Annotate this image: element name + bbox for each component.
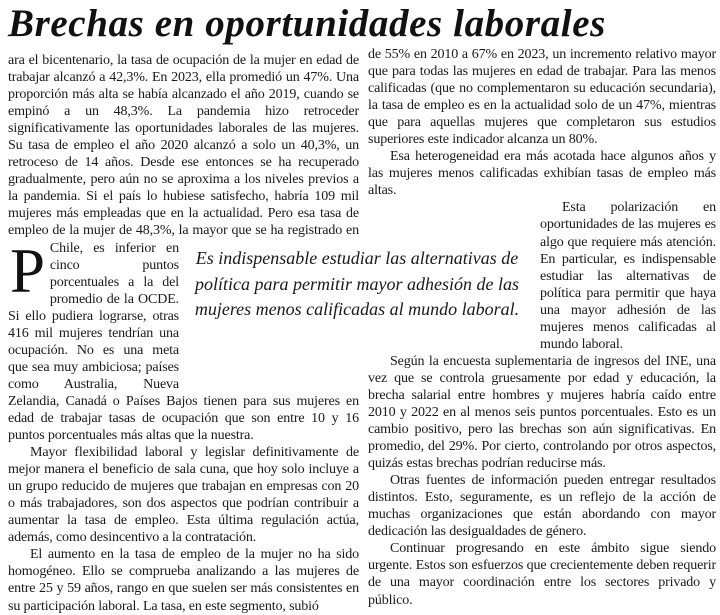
article-paragraph: Mayor flexibilidad laboral y legislar definitivamente de mejor manera el beneficio de sala cuna, que hoy solo incluye a un grupo reducido de mujeres que trabajan en empresas con 20 o más trabajadores, son dos aspectos que podrían contribuir a aumentar la tasa de empleo. Esta última regulación actúa, además, como desincentivo a la contratación. xyxy=(8,444,359,546)
article-paragraph: Esa heterogeneidad era más acotada hace algunos años y las mujeres menos calificadas exhibían tasas de empleo más altas. xyxy=(368,148,716,199)
article-paragraph: Continuar progresando en este ámbito sigue siendo urgente. Estos son esfuerzos que crecientemente deben requerir de una mayor coordinación entre los sectores privado y público. xyxy=(368,540,716,608)
drop-cap: P xyxy=(10,236,45,306)
headline: Brechas en oportunidades laborales xyxy=(8,2,606,45)
pull-quote: Es indispensable estudiar las alternativas de política para permitir mayor adhesión de las mujeres menos calificadas al mundo laboral. xyxy=(186,246,528,350)
article-paragraph: El aumento en la tasa de empleo de la mujer no ha sido homogéneo. Ello se comprueba analizando a las mujeres de entre 25 y 59 años, rango en que suelen ser más consistentes en su participación laboral. La tasa, en este segmento, subió xyxy=(8,546,359,614)
article-paragraph: Esta polarización en oportunidades de las mujeres es algo que requiere más atención. En particular, es indispensable estudiar las alternativas de política para permitir que haya una mayor adhesión de las mujeres menos calificadas al mundo laboral. xyxy=(540,199,716,352)
article-paragraph: de 55% en 2010 a 67% en 2023, un incremento relativo mayor que para todas las mujeres en edad de trabajar. Para las menos calificadas (que no complementaron su educación secundaria), la tasa de empleo es en la actualidad solo de un 47%, mientras que para aquellas mujeres que completaron sus estudios superiores este indicador alcanza un 80%. xyxy=(368,46,716,148)
article-paragraph: Otras fuentes de información pueden entregar resultados distintos. Esto, seguramente, es un reflejo de la acción de muchas organizaciones que están abordando con mayor dedicación las desigualdades de género. xyxy=(368,472,716,540)
paragraph-text: ara el bicentenario, la tasa de ocupación de la mujer en edad de trabajar alcanzó a 42,3%. En 2023, ella promedió un 47%. Una proporción más alta se había alcanzado el año 2019, cuando se empinó a un 48,3%. La pandemia hizo retroceder significativamente las oportunidades laborales de las mujeres. Su tasa de empleo el año 2020 alcanzó a solo un 40,3%, un retroceso de 14 años. Desde ese entonces se ha recuperado gradualmente, pero aún no se aproxima a los niveles previos a la pandemia. Si el país lo hubiese satisfecho, habría 109 mil mujeres más empleadas que en la actualidad. Pero esa tasa de empleo de la mujer de 48,3%, la mayor que se ha registrado en Chile, es inferior en cinco puntos porcentuales a la del promedio de la OCDE. Si ello pudiera lograrse, otras 416 mil mujeres tendrían una ocupación. No es una meta que sea muy ambiciosa; países como Australia, Nueva Zelandia, Canadá o Países Bajos tienen para sus mujeres en edad de trabajar tasas de ocupación que son entre 10 y 16 puntos porcentuales más altas que la nuestra. xyxy=(8,52,359,444)
article-paragraph: Según la encuesta suplementaria de ingresos del INE, una vez que se controla gruesamente por edad y educación, la brecha salarial entre hombres y mujeres habría caído entre 2010 y 2022 en al menos seis puntos porcentuales. Esto es un cambio positivo, pero las brechas son aún significativas. En promedio, del 29%. Por cierto, controlando por otros aspectos, quizás estas brechas podrían reducirse más. xyxy=(368,352,716,472)
